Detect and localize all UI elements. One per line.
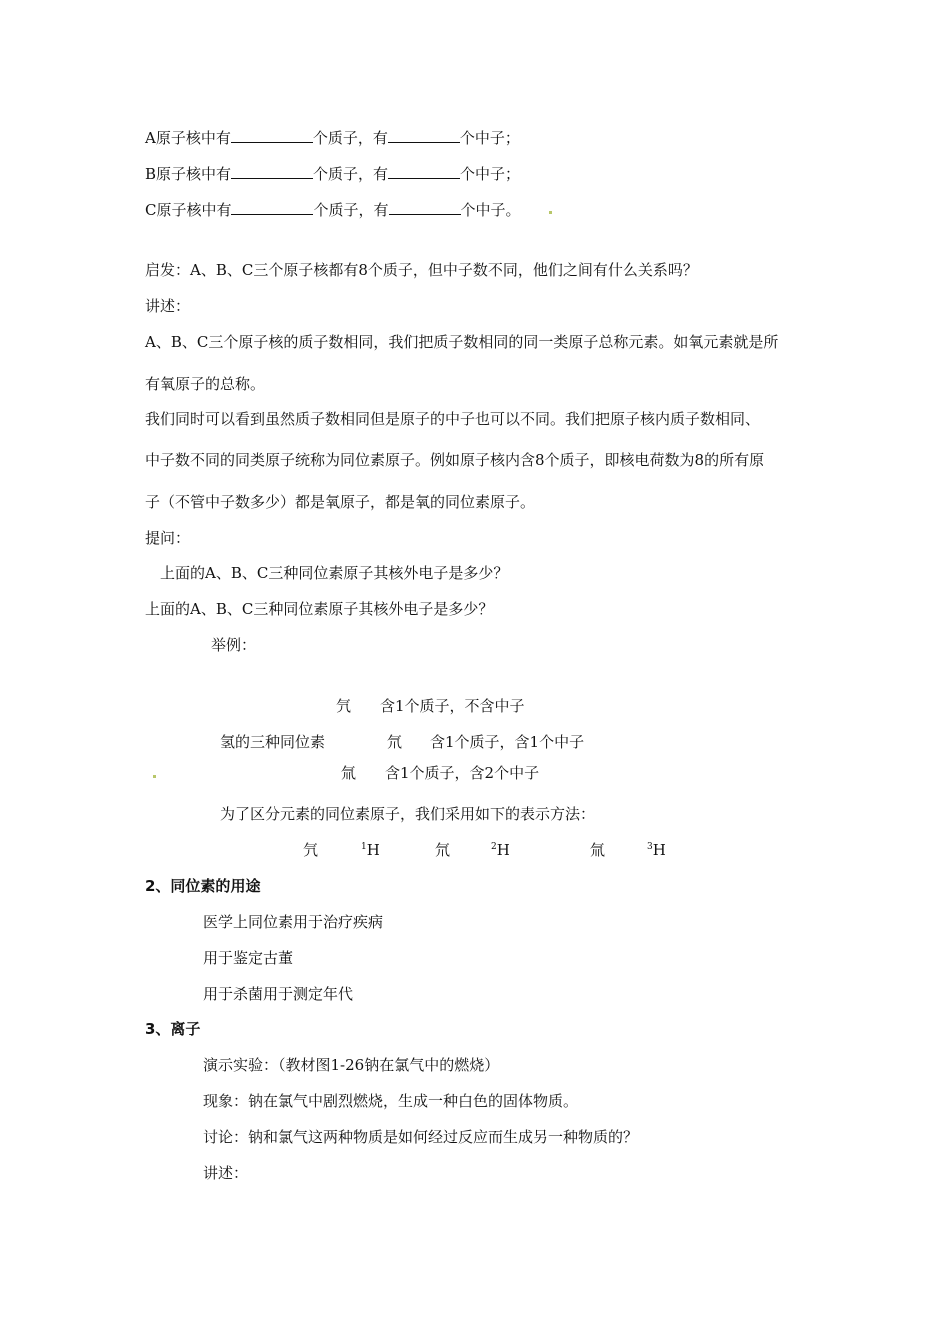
section-3-title: 3、离子 <box>145 1020 201 1038</box>
blank-field[interactable] <box>231 164 313 179</box>
paragraph-line: 子（不管中子数多少）都是氧原子，都是氧的同位素原子。 <box>145 493 536 511</box>
paragraph-line: 现象：钠在氯气中剧烈燃烧，生成一种白色的固体物质。 <box>203 1092 579 1110</box>
notation-symbol: $^2$H <box>491 841 510 859</box>
paragraph-line: 我们同时可以看到虽然质子数相同但是原子的中子也可以不同。我们把原子核内质子数相同、 <box>145 410 761 428</box>
notation-name: 氘 <box>435 841 451 859</box>
example-label: 举例： <box>211 636 257 654</box>
row-a: A原子核中有 个质子，有 个中子； <box>145 129 520 147</box>
isotope-name: 氘 <box>387 733 403 751</box>
question-label: 提问： <box>145 529 191 547</box>
lecture-label: 讲述： <box>145 297 191 315</box>
notation-name: 氕 <box>303 841 319 859</box>
hint-text: 启发：A、B、C三个原子核都有8个质子，但中子数不同，他们之间有什么关系吗？ <box>145 261 698 279</box>
isotope-desc: 含1个质子，含1个中子 <box>430 733 585 751</box>
isotope-desc: 含1个质子，含2个中子 <box>385 764 540 782</box>
notation-intro: 为了区分元素的同位素原子，我们采用如下的表示方法： <box>220 805 596 823</box>
question-line: 上面的A、B、C三种同位素原子其核外电子是多少？ <box>145 600 494 618</box>
isotope-desc: 含1个质子，不含中子 <box>380 697 525 715</box>
blank-field[interactable] <box>388 164 460 179</box>
paragraph-line: 演示实验：（教材图1-26钠在氯气中的燃烧） <box>203 1056 500 1074</box>
paragraph-line: A、B、C三个原子核的质子数相同，我们把质子数相同的同一类原子总称元素。如氧元素就是所 <box>145 333 779 351</box>
blank-field[interactable] <box>388 128 460 143</box>
notation-symbol: $^1$H <box>361 841 380 859</box>
isotope-group-label: 氢的三种同位素 <box>220 733 326 751</box>
notation-symbol: $^3$H <box>647 841 666 859</box>
scan-speck <box>549 211 552 214</box>
section-2-title: 2、同位素的用途 <box>145 877 261 895</box>
paragraph-line: 有氧原子的总称。 <box>145 375 266 393</box>
question-line: 上面的A、B、C三种同位素原子其核外电子是多少？ <box>160 564 509 582</box>
isotope-name: 氕 <box>336 697 352 715</box>
list-item: 用于鉴定古董 <box>203 949 294 967</box>
notation-name: 氚 <box>590 841 606 859</box>
list-item: 医学上同位素用于治疗疾病 <box>203 913 384 931</box>
paragraph-line: 讨论：钠和氯气这两种物质是如何经过反应而生成另一种物质的？ <box>203 1128 639 1146</box>
blank-field[interactable] <box>231 200 313 215</box>
blank-field[interactable] <box>231 128 313 143</box>
blank-field[interactable] <box>389 200 461 215</box>
row-c: C原子核中有 个质子，有 个中子。 <box>145 201 521 219</box>
row-b: B原子核中有 个质子，有 个中子； <box>145 165 521 183</box>
list-item: 用于杀菌用于测定年代 <box>203 985 354 1003</box>
scan-speck <box>153 775 156 778</box>
paragraph-line: 讲述： <box>203 1164 249 1182</box>
isotope-name: 氚 <box>341 764 357 782</box>
paragraph-line: 中子数不同的同类原子统称为同位素原子。例如原子核内含8个质子，即核电荷数为8的所有原 <box>145 451 765 469</box>
